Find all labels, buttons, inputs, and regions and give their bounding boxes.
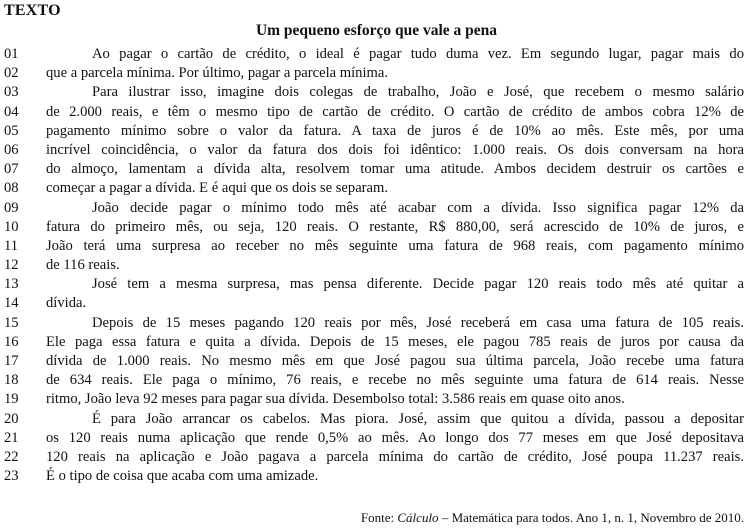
text-line [0,218,753,237]
line-text: de 2.000 reais, e têm o mesmo tipo de cartão de crédito. O cartão de crédito de ambos cobra 12% de [46,103,744,120]
line-number: 05 [4,122,19,139]
line-text: dívida. [46,295,87,312]
line-text: de 634 reais. Ele paga o mínimo, 76 reais, e recebe no mês seguinte uma fatura de 614 reais. Nesse [46,372,744,389]
line-text: os 120 reais numa aplicação que rende 0,5% ao mês. Ao longo dos 77 meses em que José depositava [46,429,744,446]
text-line [0,429,753,448]
line-number: 09 [4,199,19,216]
line-text: ritmo, João leva 92 meses para pagar sua dívida. Desembolso total: 3.586 reais em quase oito anos. [46,391,625,408]
line-text: do almoço, lamentam a dívida alta, resolvem tomar uma atitude. Ambos decidem destruir os cartões e [46,161,744,178]
text-line [0,237,753,256]
line-number: 22 [4,448,19,465]
text-line [0,83,753,102]
line-text: Para ilustrar isso, imagine dois colegas de trabalho, João e José, que recebem o mesmo salário [92,84,744,101]
line-number: 02 [4,65,19,82]
line-text: dívida de 1.000 reais. No mesmo mês em que José pagou sua última parcela, João recebe uma fatura [46,353,744,369]
text-line [0,390,753,409]
line-number: 12 [4,257,19,274]
text-line [0,160,753,179]
line-text: de 116 reais. [46,257,120,274]
source-suffix: – Matemática para todos. Ano 1, n. 1, Novembro de 2010. [438,510,744,525]
text-line [0,294,753,313]
text-line [0,314,753,333]
document-title: Um pequeno esforço que vale a pena [255,22,498,39]
line-number: 17 [4,353,19,369]
line-text: começar a pagar a dívida. E é aqui que os dois se separam. [46,180,389,197]
line-number: 19 [4,391,19,408]
line-number: 08 [4,180,19,197]
text-line [0,199,753,218]
line-number: 07 [4,161,19,178]
line-number: 10 [4,218,19,235]
text-line [0,179,753,198]
text-line [0,352,753,371]
text-line [0,275,753,294]
line-number: 14 [4,295,19,312]
line-text: Ao pagar o cartão de crédito, o ideal é pagar tudo duma vez. Em segundo lugar, pagar mais do [92,46,744,62]
text-line [0,410,753,429]
text-line [0,64,753,83]
source-publication: Cálculo [397,510,439,525]
line-text: Ele paga essa fatura e quita a dívida. Depois de 15 meses, ele pagou 785 reais de juros por causa da [46,333,744,350]
line-text: 120 reais na aplicação e João pagava a parcela mínima do cartão de crédito, José poupa 11.237 reais. [46,448,744,465]
line-number: 03 [4,84,19,101]
text-line [0,141,753,160]
line-number: 20 [4,410,19,427]
text-line [0,103,753,122]
line-text: Depois de 15 meses pagando 120 reais por mês, José receberá em casa uma fatura de 105 reais. [92,314,744,331]
line-number: 15 [4,314,19,331]
line-text: incrível coincidência, o valor da fatura dos dois foi idêntico: 1.000 reais. Os dois conversam na hora [46,141,744,158]
line-number: 11 [4,237,19,254]
source-citation [361,510,744,526]
text-line [0,333,753,352]
text-line [0,371,753,390]
numbered-text-body [0,45,753,486]
text-line [0,122,753,141]
line-text: que a parcela mínima. Por último, pagar a parcela mínima. [46,65,389,82]
text-line [0,467,753,486]
line-text: João decide pagar o mínimo todo mês até acabar com a dívida. Isso significa pagar 12% da [92,199,744,216]
line-number: 21 [4,429,19,446]
line-number: 23 [4,468,19,485]
line-text: fatura do primeiro mês, ou seja, 120 reais. O restante, R$ 880,00, será acrescido de 10% de juros, e [46,218,744,235]
line-number: 13 [4,276,19,293]
line-number: 16 [4,333,19,350]
source-prefix: Fonte: [360,510,398,525]
line-number: 18 [4,372,19,389]
line-text: É para João arrancar os cabelos. Mas piora. José, assim que quitou a dívida, passou a depositar [92,410,744,427]
text-line [0,448,753,467]
line-text: É o tipo de coisa que acaba com uma amizade. [46,468,319,485]
text-line [0,45,753,64]
line-text: pagamento mínimo sobre o valor da fatura. A taxa de juros é de 10% ao mês. Este mês, por uma [46,122,744,139]
line-text: João terá uma surpresa ao receber no mês seguinte uma fatura de 968 reais, com pagamento mínimo [46,237,744,254]
text-line [0,256,753,275]
line-text: José tem a mesma surpresa, mas pensa diferente. Decide pagar 120 reais todo mês até quitar a [92,276,744,293]
line-number: 01 [4,46,19,62]
line-number: 06 [4,141,19,158]
section-label: TEXTO [4,2,61,19]
line-number: 04 [4,103,19,120]
